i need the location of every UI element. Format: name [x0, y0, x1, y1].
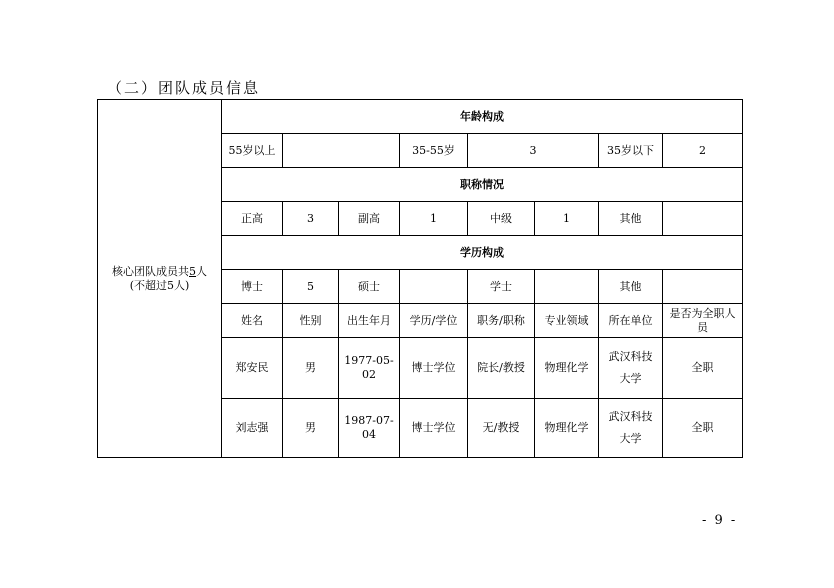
age-over55-value [283, 134, 400, 168]
titles-section-title: 职称情况 [222, 168, 743, 202]
header-fulltime: 是否为全职人员 [663, 304, 743, 338]
team-members-table [97, 99, 743, 458]
member-position: 院长/教授 [468, 338, 535, 399]
member-birth: 1977-05-02 [339, 338, 400, 399]
core-team-limit-note: (不超过5人) [129, 278, 190, 292]
edu-bachelor-value [535, 270, 599, 304]
header-name: 姓名 [222, 304, 283, 338]
member-fulltime: 全职 [663, 399, 743, 458]
section-heading: （二）团队成员信息 [107, 79, 261, 97]
age-under35-value: 2 [663, 134, 743, 168]
title-senior-value: 3 [283, 202, 339, 236]
member-field: 物理化学 [535, 399, 599, 458]
core-team-cell [98, 100, 222, 458]
header-field: 专业领域 [535, 304, 599, 338]
age-under35-label: 35岁以下 [599, 134, 663, 168]
age-section-title: 年龄构成 [222, 100, 743, 134]
member-name: 郑安民 [222, 338, 283, 399]
title-mid-label: 中级 [468, 202, 535, 236]
header-employer: 所在单位 [599, 304, 663, 338]
edu-phd-label: 博士 [222, 270, 283, 304]
education-section-title: 学历构成 [222, 236, 743, 270]
member-employer: 武汉科技大学 [599, 338, 663, 399]
header-gender: 性别 [283, 304, 339, 338]
member-fulltime: 全职 [663, 338, 743, 399]
header-position: 职务/职称 [468, 304, 535, 338]
member-position: 无/教授 [468, 399, 535, 458]
header-birth: 出生年月 [339, 304, 400, 338]
edu-phd-value: 5 [283, 270, 339, 304]
edu-bachelor-label: 学士 [468, 270, 535, 304]
member-name: 刘志强 [222, 399, 283, 458]
page-number: - 9 - [702, 513, 738, 528]
member-gender: 男 [283, 338, 339, 399]
edu-other-label: 其他 [599, 270, 663, 304]
member-field: 物理化学 [535, 338, 599, 399]
title-other-value [663, 202, 743, 236]
member-birth: 1987-07-04 [339, 399, 400, 458]
member-degree: 博士学位 [400, 338, 468, 399]
member-gender: 男 [283, 399, 339, 458]
age-over55-label: 55岁以上 [222, 134, 283, 168]
member-employer: 武汉科技大学 [599, 399, 663, 458]
core-team-count: 5 [189, 264, 196, 278]
title-vice-label: 副高 [339, 202, 400, 236]
edu-other-value [663, 270, 743, 304]
edu-master-value [400, 270, 468, 304]
title-other-label: 其他 [599, 202, 663, 236]
title-senior-label: 正高 [222, 202, 283, 236]
core-team-label-suffix: 人 [196, 264, 207, 278]
edu-master-label: 硕士 [339, 270, 400, 304]
title-vice-value: 1 [400, 202, 468, 236]
title-mid-value: 1 [535, 202, 599, 236]
age-mid-label: 35-55岁 [400, 134, 468, 168]
age-mid-value: 3 [468, 134, 599, 168]
member-degree: 博士学位 [400, 399, 468, 458]
header-degree: 学历/学位 [400, 304, 468, 338]
core-team-label-prefix: 核心团队成员共 [112, 264, 189, 278]
